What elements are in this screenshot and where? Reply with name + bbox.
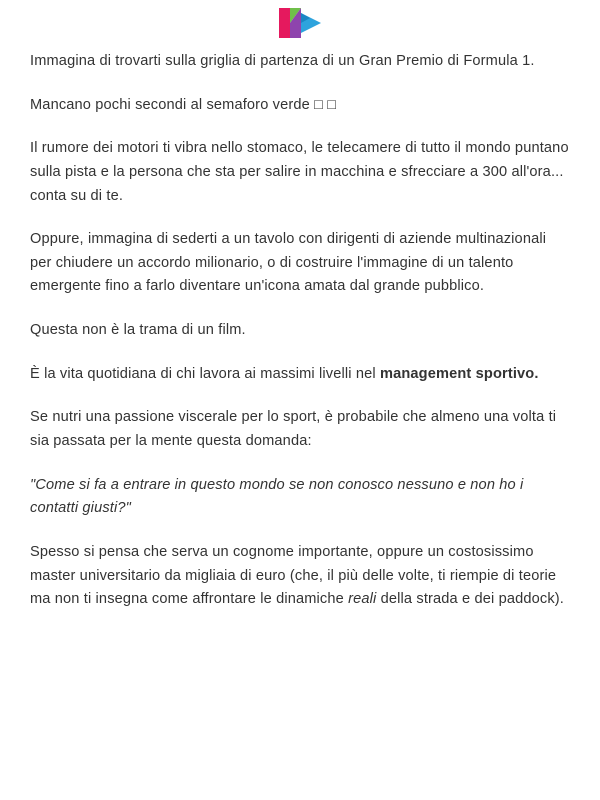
paragraph-6: [30, 363, 570, 387]
paragraph-1: Immagina di trovarti sulla griglia di partenza di un Gran Premio di Formula 1.: [30, 53, 535, 69]
paragraph-2: Mancano pochi secondi al semaforo verde □ □: [30, 96, 337, 113]
paragraph-9-emphasis: reali: [348, 591, 377, 608]
paragraph-5: Questa non è la trama di un film.: [30, 322, 246, 339]
paragraph-9-tail: della strada e dei paddock).: [376, 591, 565, 608]
paragraph-6-emphasis: management sportivo.: [379, 365, 539, 382]
document-body: [0, 50, 600, 612]
paragraph-quote: "Come si fa a entrare in questo mondo se non conosco nessuno e non ho i contatti giusti?": [30, 476, 524, 517]
paragraph-7: Se nutri una passione viscerale per lo sport, è probabile che almeno una volta ti sia passata per la mente questa domanda:: [30, 409, 557, 450]
paragraph-9: [30, 541, 570, 612]
paragraph-9-lead: Spesso si pensa che serva un cognome importante, oppure un costosissimo master universitario da migliaia di euro (che, il più delle volte, ti riempie di teorie ma non ti insegna come affrontare le dinamiche: [30, 543, 557, 608]
paragraph-3: Il rumore dei motori ti vibra nello stomaco, le telecamere di tutto il mondo puntano sulla pista e la persona che sta per salire in macchina e sfrecciare a 300 all'ora... conta su di te.: [30, 140, 569, 204]
paragraph-6-lead: È la vita quotidiana di chi lavora ai massimi livelli nel: [30, 365, 380, 382]
paragraph-4: Oppure, immagina di sederti a un tavolo con dirigenti di aziende multinazionali per chiudere un accordo milionario, o di costruire l'immagine di un talento emergente fino a farlo diventare un'icona amata dal grande pubblico.: [30, 231, 547, 295]
logo-container: [0, 0, 600, 50]
brand-logo-icon: [277, 6, 323, 40]
